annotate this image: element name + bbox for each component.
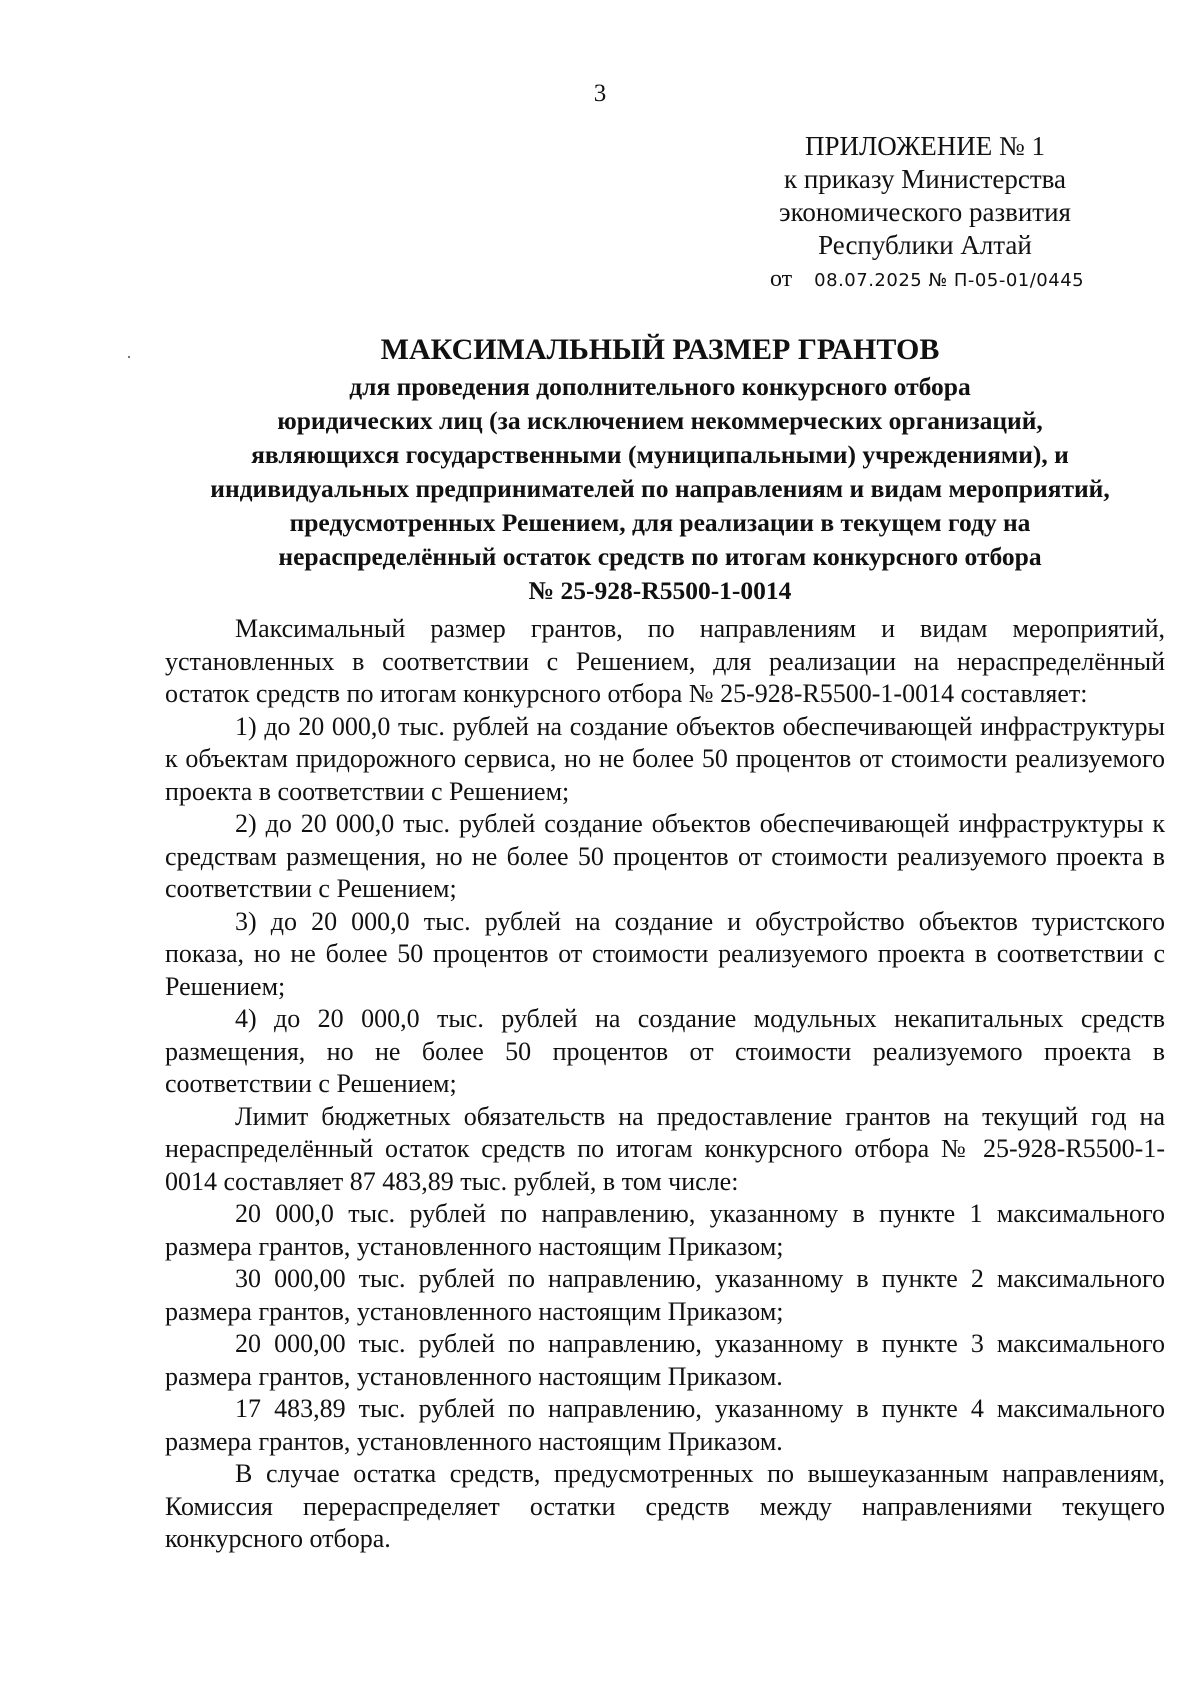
title-subline: индивидуальных предпринимателей по направлениям и видам мероприятий, xyxy=(210,474,1110,503)
paragraph-item-4: 4) до 20 000,0 тыс. рублей на создание модульных некапитальных средств размещения, но не более 50 процентов от стоимости реализуемого проекта в соответствии с Решением; xyxy=(165,1004,1165,1098)
title-main: МАКСИМАЛЬНЫЙ РАЗМЕР ГРАНТОВ xyxy=(380,333,940,366)
scan-speck xyxy=(128,356,130,358)
document-body xyxy=(165,613,1165,1556)
appendix-line: экономического развития xyxy=(779,197,1071,227)
title-subline: предусмотренных Решением, для реализации в текущем году на xyxy=(289,508,1031,537)
appendix-line: Республики Алтай xyxy=(818,230,1032,260)
paragraph-allocation-1: 20 000,0 тыс. рублей по направлению, указанному в пункте 1 максимального размера грантов, установленного настоящим Приказом; xyxy=(165,1199,1165,1261)
page-number: 3 xyxy=(593,80,607,107)
paragraph-budget-limit: Лимит бюджетных обязательств на предоставление грантов на текущий год на нераспределённый остаток средств по итогам конкурсного отбора № 25-928-R5500-1-0014 составляет 87 483,89 тыс. рублей, в том числе: xyxy=(165,1101,1165,1196)
appendix-line: к приказу Министерства xyxy=(783,164,1067,194)
paragraph-item-3: 3) до 20 000,0 тыс. рублей на создание и обустройство объектов туристского показа, но не более 50 процентов от стоимости реализуемого проекта в соответствии с Решением; xyxy=(165,906,1165,1001)
title-subline: нераспределённый остаток средств по итогам конкурсного отбора xyxy=(278,542,1042,571)
paragraph-redistribution: В случае остатка средств, предусмотренных по вышеуказанным направлениям, Комиссия перераспределяет остатки средств между направлениями текущего конкурсного отбора. xyxy=(165,1459,1165,1553)
title-subline: являющихся государственными (муниципальными) учреждениями), и xyxy=(251,440,1069,469)
order-date-number: 08.07.2025 № П-05-01/0445 xyxy=(814,270,1085,291)
appendix-header xyxy=(760,130,1090,262)
paragraph-allocation-4: 17 483,89 тыс. рублей по направлению, указанному в пункте 4 максимального размера грантов, установленного настоящим Приказом. xyxy=(165,1394,1165,1456)
date-prefix: от xyxy=(770,266,793,292)
title-subline: юридических лиц (за исключением некоммерческих организаций, xyxy=(277,406,1043,435)
paragraph-allocation-3: 20 000,00 тыс. рублей по направлению, указанному в пункте 3 максимального размера грантов, установленного настоящим Приказом. xyxy=(165,1329,1165,1391)
paragraph-allocation-2: 30 000,00 тыс. рублей по направлению, указанному в пункте 2 максимального размера грантов, установленного настоящим Приказом; xyxy=(165,1264,1165,1326)
paragraph-intro: Максимальный размер грантов, по направлениям и видам мероприятий, установленных в соответствии с Решением, для реализации на нераспределённый остаток средств по итогам конкурсного отбора № 25-928-R5500-1-0014 составляет: xyxy=(165,614,1165,708)
appendix-date xyxy=(770,266,1084,293)
title-subline: № 25-928-R5500-1-0014 xyxy=(528,576,792,605)
paragraph-item-1: 1) до 20 000,0 тыс. рублей на создание объектов обеспечивающей инфраструктуры к объектам придорожного сервиса, но не более 50 процентов от стоимости реализуемого проекта в соответствии с Решением; xyxy=(165,711,1165,806)
document-title xyxy=(150,330,1170,608)
paragraph-item-2: 2) до 20 000,0 тыс. рублей создание объектов обеспечивающей инфраструктуры к средствам размещения, но не более 50 процентов от стоимости реализуемого проекта в соответствии с Решением; xyxy=(165,809,1165,903)
appendix-title: ПРИЛОЖЕНИЕ № 1 xyxy=(804,131,1046,161)
title-subline: для проведения дополнительного конкурсного отбора xyxy=(349,372,971,401)
